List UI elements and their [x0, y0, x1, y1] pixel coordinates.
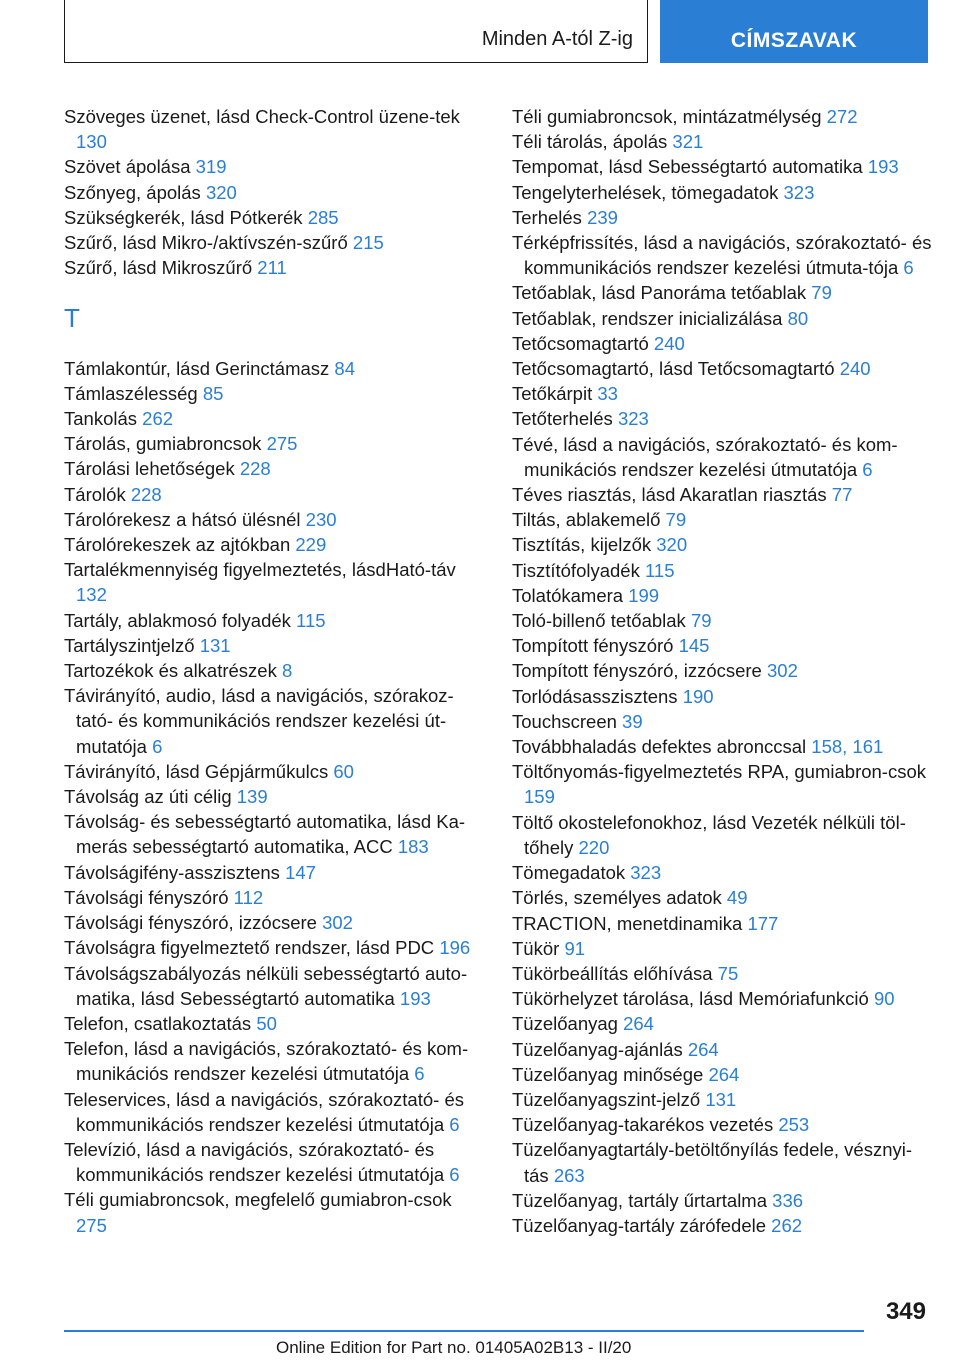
index-entry-page-link[interactable]: 228 [130, 483, 162, 505]
index-entry [512, 810, 932, 860]
index-entry [512, 532, 932, 557]
index-entry [512, 759, 932, 809]
index-entry [512, 1213, 932, 1238]
index-entry-page-link[interactable]: 264 [687, 1038, 719, 1060]
page-number: 349 [885, 1298, 926, 1325]
index-entry [64, 557, 484, 607]
index-entry-text: Tüzelőanyag, tartály űrtartalma [512, 1189, 773, 1211]
index-entry-text: Tüzelőanyag-tartály zárófedele [512, 1214, 772, 1236]
index-entry-page-link[interactable]: 240 [839, 358, 871, 380]
index-entry-page-link[interactable]: 84 [334, 357, 355, 379]
index-entry-page-link[interactable]: 147 [285, 861, 316, 883]
index-entry-page-link[interactable]: 323 [617, 408, 649, 430]
index-entry-text: Tetőablak, rendszer inicializálása [512, 307, 788, 329]
index-entry-page-link[interactable]: 220 [578, 836, 610, 858]
index-entry-text: Tetőkárpit [512, 383, 598, 405]
index-entry [512, 1137, 932, 1187]
index-entry [512, 936, 932, 961]
index-entry-text: Távirányító, audio, lásd a navigációs, szórakoz-tató- és kommunikációs rendszer kezelési út-mutatója [64, 685, 454, 757]
index-entry [512, 129, 932, 154]
index-entry-text: Távolságra figyelmeztető rendszer, lásd PDC [64, 937, 440, 959]
index-entry-text: Tartály, ablakmosó folyadék [64, 609, 297, 631]
index-entry-text: Tartozékok és alkatrészek [64, 660, 282, 682]
index-entry [512, 558, 932, 583]
index-entry-text: Tetőcsomagtartó [512, 332, 654, 354]
index-entry-page-link[interactable]: 130 [76, 131, 107, 153]
index-entry-page-link[interactable]: 139 [236, 786, 268, 808]
index-entry-page-link[interactable]: 321 [672, 131, 704, 153]
index-entry-page-link[interactable]: 285 [307, 206, 339, 228]
index-entry [512, 684, 932, 709]
index-entry-page-link[interactable]: 323 [630, 862, 662, 884]
index-entry-page-link[interactable]: 262 [142, 408, 174, 430]
index-entry [512, 205, 932, 230]
index-entry [512, 1062, 932, 1087]
index-list-t [64, 356, 484, 1238]
index-entry-page-link[interactable]: 199 [628, 584, 660, 606]
index-entry-page-link[interactable]: 190 [682, 685, 714, 707]
index-entry-page-link[interactable]: 6 [449, 1113, 460, 1135]
index-entry [512, 230, 932, 280]
index-entry-page-link[interactable]: 272 [826, 106, 858, 127]
index-list-t-continued [512, 104, 932, 1238]
index-entry [64, 255, 484, 280]
index-entry-text: Törlés, személyes adatok [512, 887, 727, 909]
index-entry-text: Torlódásasszisztens [512, 685, 683, 707]
index-entry-text: Tüzelőanyag minősége [512, 1063, 709, 1085]
index-entry-text: Tüzelőanyagszint-jelző [512, 1088, 706, 1110]
index-entry [64, 1087, 484, 1137]
index-entry-page-link[interactable]: 131 [199, 634, 231, 656]
index-list-s [64, 104, 484, 280]
index-entry-text: Tüzelőanyag-takarékos vezetés [512, 1114, 779, 1136]
index-entry-text: Tartalékmennyiség figyelmeztetés, lásdHató-táv [64, 559, 456, 581]
index-entry [512, 1112, 932, 1137]
index-entry-text: Téli tárolás, ápolás [512, 131, 673, 153]
index-entry-text: Szűrő, lásd Mikroszűrő [64, 257, 258, 279]
index-entry [512, 180, 932, 205]
index-entry-page-link[interactable]: 6 [414, 1063, 425, 1085]
index-entry [64, 532, 484, 557]
index-entry-page-link[interactable]: 112 [233, 886, 264, 908]
index-entry [512, 356, 932, 381]
index-entry [512, 633, 932, 658]
index-entry [64, 356, 484, 381]
index-entry-text: Téves riasztás, lásd Akaratlan riasztás [512, 484, 832, 506]
index-entry-text: Szűrő, lásd Mikro-/aktívszén-szűrő [64, 232, 353, 254]
index-entry [64, 1137, 484, 1187]
index-entry-page-link[interactable]: 79 [811, 282, 832, 304]
index-entry-page-link[interactable]: 183 [397, 836, 429, 858]
index-entry [512, 608, 932, 633]
index-entry [64, 885, 484, 910]
index-entry-page-link[interactable]: 193 [867, 156, 899, 178]
index-entry-text: Továbbhaladás defektes abronccsal [512, 736, 812, 758]
index-entry-page-link[interactable]: 320 [205, 181, 237, 203]
index-entry-text: Tükörhelyzet tárolása, lásd Memóriafunkció [512, 988, 874, 1010]
footer-divider [64, 1330, 864, 1332]
index-entry [512, 406, 932, 431]
index-entry-page-link[interactable]: 60 [333, 760, 354, 782]
index-entry [512, 1087, 932, 1112]
index-entry-page-link[interactable]: 90 [873, 988, 895, 1010]
index-entry-text: Tárolórekeszek az ajtókban [64, 534, 296, 556]
index-entry-page-link[interactable]: 177 [747, 912, 779, 934]
index-entry-page-link[interactable]: 228 [239, 458, 271, 480]
index-entry-page-link[interactable]: 91 [564, 937, 586, 959]
index-entry-page-link[interactable]: 263 [553, 1164, 585, 1186]
index-entry-text: TRACTION, menetdinamika [512, 912, 748, 934]
index-entry-page-link[interactable]: 8 [281, 660, 293, 682]
index-entry-page-link[interactable]: 230 [305, 508, 337, 530]
index-entry [64, 507, 484, 532]
index-entry [64, 1036, 484, 1086]
index-entry [512, 1011, 932, 1036]
index-entry-page-link[interactable]: 215 [352, 232, 384, 254]
index-entry-text: Tetőablak, lásd Panoráma tetőablak [512, 282, 812, 304]
index-entry-text: Terhelés [512, 206, 588, 228]
index-entry-text: Szövet ápolása [64, 156, 196, 178]
index-entry-page-link[interactable]: 264 [623, 1013, 654, 1035]
index-entry-text: Tengelyterhelések, tömegadatok [512, 181, 784, 203]
index-entry [512, 507, 932, 532]
index-entry [512, 482, 932, 507]
index-entry [64, 431, 484, 456]
index-entry-text: Tükör [512, 937, 565, 959]
index-column-right [512, 104, 932, 1238]
index-entry-text: Tompított fényszóró, izzócsere [512, 660, 767, 682]
index-entry [512, 986, 932, 1011]
index-entry-text: Szükségkerék, lásd Pótkerék [64, 206, 308, 228]
index-entry-text: Távolság az úti célig [64, 786, 237, 808]
section-tab[interactable]: CÍMSZAVAK [660, 0, 928, 63]
index-entry-text: Tömegadatok [512, 862, 631, 884]
index-entry-page-link[interactable]: 131 [705, 1088, 737, 1110]
index-entry-page-link[interactable]: 115 [296, 609, 326, 631]
index-entry-text: Töltőnyomás-figyelmeztetés RPA, gumiabron-csok [512, 761, 927, 783]
index-entry-page-link[interactable]: 320 [656, 534, 688, 556]
index-entry-text: Tüzelőanyag [512, 1013, 624, 1035]
index-entry [64, 381, 484, 406]
index-entry-text: Töltő okostelefonokhoz, lásd Vezeték nélküli töl-tőhely [512, 811, 906, 858]
index-entry [512, 432, 932, 482]
index-entry-text: Távolságifény-asszisztens [64, 861, 286, 883]
index-entry [64, 456, 484, 481]
index-entry-page-link[interactable]: 302 [322, 912, 353, 934]
index-entry [512, 1188, 932, 1213]
index-entry [64, 154, 484, 179]
index-entry-text: Tüzelőanyagtartály-betöltőnyílás fedele, vésznyi-tás [512, 1139, 913, 1186]
index-entry-page-link[interactable]: 85 [202, 382, 224, 404]
index-entry [512, 583, 932, 608]
index-entry-page-link[interactable]: 132 [76, 584, 107, 606]
index-entry [512, 381, 932, 406]
index-entry-text: Televízió, lásd a navigációs, szórakoztató- és kommunikációs rendszer kezelési útmutatója [64, 1138, 450, 1186]
index-entry-text: Tolatókamera [512, 584, 629, 606]
index-entry-page-link[interactable]: 240 [653, 332, 685, 354]
index-entry-text: Tárolók [64, 483, 131, 505]
index-entry-text: Touchscreen [512, 710, 623, 732]
index-entry-text: Tompított fényszóró [512, 635, 679, 657]
index-entry [64, 809, 484, 859]
index-entry-text: Téli gumiabroncsok, megfelelő gumiabron-csok [64, 1189, 452, 1211]
index-entry-page-link[interactable]: 319 [195, 156, 227, 178]
index-entry [64, 180, 484, 205]
index-entry [512, 709, 932, 734]
index-entry [512, 154, 932, 179]
index-entry [512, 860, 932, 885]
index-entry-page-link[interactable]: 75 [717, 962, 739, 984]
index-entry-text: Tetőcsomagtartó, lásd Tetőcsomagtartó [512, 358, 840, 380]
index-entry-page-link[interactable]: 211 [257, 257, 287, 279]
index-entry-page-link[interactable]: 336 [772, 1189, 804, 1211]
index-entry-text: Toló-billenő tetőablak [512, 610, 691, 632]
index-entry [64, 205, 484, 230]
index-entry-text: Tartályszintjelző [64, 634, 200, 656]
index-entry-text: Tetőterhelés [512, 408, 618, 430]
index-entry [64, 1011, 484, 1036]
header-frame [64, 0, 648, 63]
index-entry [64, 683, 484, 759]
index-entry-text: Távolság- és sebességtartó automatika, lásd Ka-merás sebességtartó automatika, ACC [64, 811, 466, 858]
index-entry [64, 104, 484, 154]
index-entry [64, 910, 484, 935]
index-entry [512, 331, 932, 356]
index-entry [64, 482, 484, 507]
index-entry-page-link[interactable]: 50 [256, 1012, 277, 1034]
index-entry [512, 734, 932, 759]
index-entry-text: Távolságszabályozás nélküli sebességtartó auto-matika, lásd Sebességtartó automatika [64, 962, 468, 1009]
index-entry-page-link[interactable]: 302 [767, 660, 798, 682]
header-title: Minden A-tól Z-ig [481, 28, 633, 50]
index-entry-text: Tisztítás, kijelzők [512, 534, 657, 556]
index-entry-text: Távolsági fényszóró [64, 886, 234, 908]
index-entry-page-link[interactable]: 6 [862, 458, 873, 480]
index-entry-page-link[interactable]: 6 [903, 257, 914, 279]
index-entry-text: Tárolás, gumiabroncsok [64, 433, 267, 455]
index-entry [512, 306, 932, 331]
index-entry-text: Szőnyeg, ápolás [64, 181, 206, 203]
index-column-left [64, 104, 484, 1238]
index-entry-page-link[interactable]: 6 [449, 1164, 460, 1186]
index-entry [64, 860, 484, 885]
index-entry-page-link[interactable]: 275 [266, 433, 298, 455]
index-entry-page-link[interactable]: 158, 161 [811, 736, 884, 758]
index-entry [512, 1037, 932, 1062]
index-entry-text: Tárolórekesz a hátsó ülésnél [64, 508, 306, 530]
index-entry [64, 935, 484, 960]
index-entry [64, 608, 484, 633]
index-entry [512, 658, 932, 683]
index-entry-text: Távolsági fényszóró, izzócsere [64, 912, 323, 934]
index-entry-text: Támlakontúr, lásd Gerinctámasz [64, 357, 335, 379]
index-entry-page-link[interactable]: 79 [690, 610, 712, 632]
index-entry-text: Teleservices, lásd a navigációs, szórakoztató- és kommunikációs rendszer kezelési útmutatója [64, 1088, 464, 1135]
index-entry-page-link[interactable]: 115 [644, 559, 675, 581]
index-entry [64, 633, 484, 658]
index-entry-text: Tisztítófolyadék [512, 559, 645, 581]
index-entry-page-link[interactable]: 49 [726, 887, 748, 909]
index-entry [512, 280, 932, 305]
index-entry-page-link[interactable]: 196 [439, 937, 471, 959]
index-entry-page-link[interactable]: 275 [76, 1214, 107, 1236]
index-entry-page-link[interactable]: 193 [399, 987, 431, 1009]
index-entry [64, 406, 484, 431]
index-entry-text: Tiltás, ablakemelő [512, 509, 666, 531]
index-entry-text: Térképfrissítés, lásd a navigációs, szórakoztató- és kommunikációs rendszer kezelési útmuta-tója [512, 232, 932, 279]
index-entry-page-link[interactable]: 80 [787, 307, 809, 329]
index-entry-text: Tévé, lásd a navigációs, szórakoztató- és kom-munikációs rendszer kezelési útmutatója [512, 433, 898, 480]
section-letter: T [64, 303, 80, 334]
index-entry-page-link[interactable]: 323 [783, 181, 815, 203]
index-entry-text: Téli gumiabroncsok, mintázatmélység [512, 106, 827, 127]
index-entry [512, 911, 932, 936]
index-entry-page-link[interactable]: 6 [152, 735, 163, 757]
index-entry-text: Távirányító, lásd Gépjárműkulcs [64, 760, 334, 782]
index-entry [64, 658, 484, 683]
index-entry [512, 104, 932, 129]
index-entry-page-link[interactable]: 39 [622, 710, 643, 732]
index-entry-text: Tempomat, lásd Sebességtartó automatika [512, 156, 868, 178]
index-entry-page-link[interactable]: 145 [678, 635, 710, 657]
index-entry-text: Tükörbeállítás előhívása [512, 962, 718, 984]
index-entry-page-link[interactable]: 264 [708, 1063, 740, 1085]
index-entry-page-link[interactable]: 159 [524, 786, 555, 808]
index-entry [64, 759, 484, 784]
index-entry-page-link[interactable]: 79 [665, 509, 687, 531]
index-entry [64, 961, 484, 1011]
index-entry-page-link[interactable]: 239 [587, 206, 618, 228]
index-entry [512, 885, 932, 910]
index-entry-text: Telefon, lásd a navigációs, szórakoztató- és kom-munikációs rendszer kezelési útmutatója [64, 1038, 469, 1085]
index-entry-text: Tüzelőanyag-ajánlás [512, 1038, 688, 1060]
index-entry-page-link[interactable]: 33 [597, 383, 618, 405]
index-entry-text: Tankolás [64, 408, 143, 430]
index-entry [64, 784, 484, 809]
index-entry [64, 230, 484, 255]
page-header [64, 0, 928, 66]
index-entry-text: Szöveges üzenet, lásd Check-Control üzene-tek [64, 106, 460, 127]
index-entry-page-link[interactable]: 77 [831, 484, 853, 506]
index-entry-page-link[interactable]: 262 [771, 1214, 803, 1236]
index-entry-page-link[interactable]: 229 [295, 534, 327, 556]
index-entry [512, 961, 932, 986]
index-entry-text: Tárolási lehetőségek [64, 458, 240, 480]
index-entry-page-link[interactable]: 253 [778, 1114, 810, 1136]
index-entry [64, 1187, 484, 1237]
footer-edition: Online Edition for Part no. 01405A02B13 - II/20 [276, 1338, 632, 1357]
index-entry-text: Támlaszélesség [64, 382, 203, 404]
index-entry-text: Telefon, csatlakoztatás [64, 1012, 257, 1034]
